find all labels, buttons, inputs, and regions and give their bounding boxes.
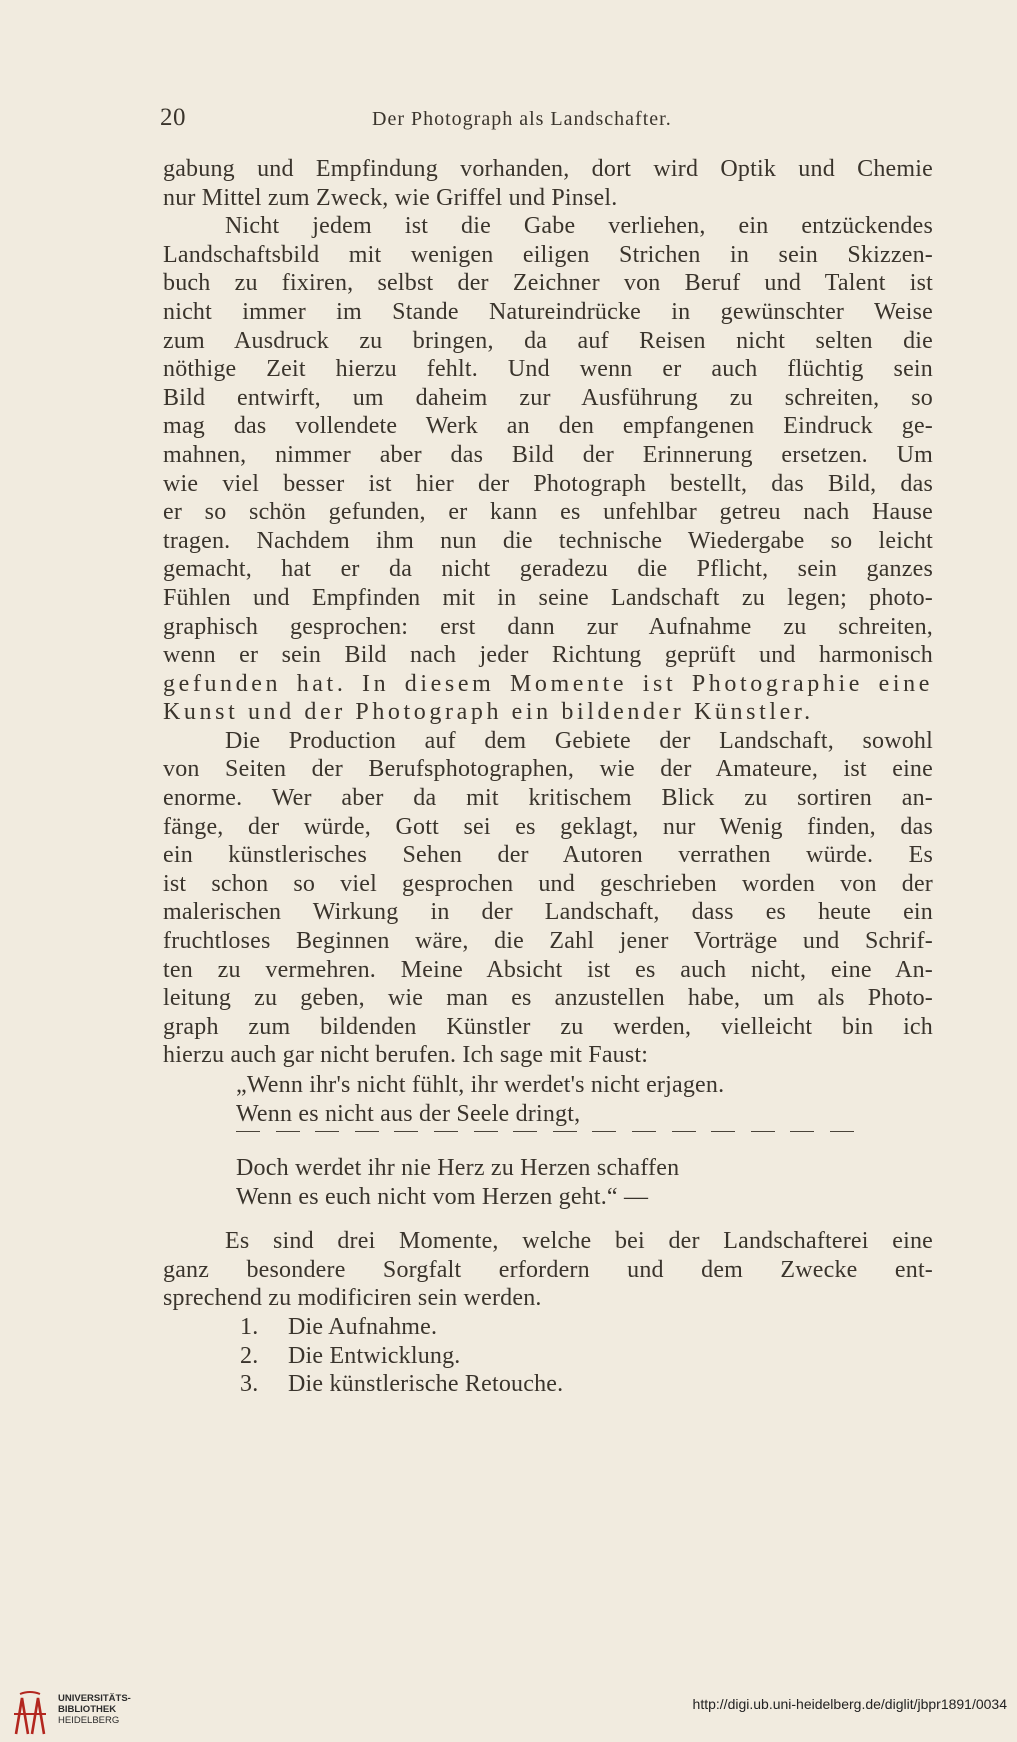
verse-quote-part-1 [236, 1071, 866, 1128]
verse-line: Doch werdet ihr nie Herz zu Herzen schaffen [236, 1155, 680, 1181]
numbered-list [240, 1313, 740, 1399]
list-item-text: Die Aufnahme. [288, 1314, 438, 1340]
dash [592, 1131, 616, 1137]
dash [830, 1131, 854, 1137]
dash [236, 1131, 260, 1137]
dash [711, 1131, 735, 1137]
list-item-text: Die künstlerische Retouche. [288, 1371, 564, 1398]
text-line: mahnen, nimmer aber das Bild der Erinnerung ersetzen. Um [163, 441, 933, 468]
library-name-line: BIBLIOTHEK [58, 1704, 117, 1715]
verse-quote-part-2 [236, 1154, 866, 1211]
text-line: ein künstlerisches Sehen der Autoren verrathen würde. Es [163, 842, 933, 869]
dash [751, 1131, 775, 1137]
text-line: nöthige Zeit hierzu fehlt. Und wenn er auch flüchtig sein [163, 356, 933, 383]
dash [553, 1131, 577, 1137]
text-line: enorme. Wer aber da mit kritischem Blick zu sortiren an- [163, 785, 933, 812]
text-line-emphasis: gefunden hat. In diesem Momente ist Photographie eine [163, 670, 933, 697]
text-line: hierzu auch gar nicht berufen. Ich sage mit Faust: [163, 1042, 649, 1069]
text-line: Bild entwirft, um daheim zur Ausführung zu schreiten, so [163, 384, 933, 411]
text-line: tragen. Nachdem ihm nun die technische Wiedergabe so leicht [163, 527, 933, 554]
permalink-url[interactable]: http://digi.ub.uni-heidelberg.de/diglit/jbpr1891/0034 [692, 1696, 1007, 1712]
text-line: ten zu vermehren. Meine Absicht ist es auch nicht, eine An- [163, 956, 933, 983]
paragraph-block-1 [163, 155, 933, 1070]
text-line: wenn er sein Bild nach jeder Richtung geprüft und harmonisch [163, 642, 933, 669]
dash [672, 1131, 696, 1137]
dash [394, 1131, 418, 1137]
text-line: fänge, der würde, Gott sei es geklagt, nur Wenig finden, das [163, 813, 933, 840]
text-line: er so schön gefunden, er kann es unfehlbar getreu nach Hause [163, 499, 933, 526]
text-line: graph zum bildenden Künstler zu werden, vielleicht bin ich [163, 1013, 933, 1040]
text-line: gemacht, hat er da nicht geradezu die Pflicht, sein ganzes [163, 556, 933, 583]
library-name-line: HEIDELBERG [58, 1715, 120, 1726]
list-item [240, 1313, 740, 1342]
dash [790, 1131, 814, 1137]
list-item [240, 1370, 740, 1399]
text-line: buch zu fixiren, selbst der Zeichner von Beruf und Talent ist [163, 270, 933, 297]
text-line: graphisch gesprochen: erst dann zur Aufnahme zu schreiten, [163, 613, 933, 640]
text-line: Die Production auf dem Gebiete der Landschaft, sowohl [225, 727, 933, 754]
text-line: von Seiten der Berufsphotographen, wie der Amateure, ist eine [163, 756, 933, 783]
text-line: ganz besondere Sorgfalt erfordern und dem Zwecke ent- [163, 1256, 933, 1283]
list-item [240, 1342, 740, 1371]
library-name-line: UNIVERSITÄTS- [58, 1693, 131, 1704]
digitization-footer [0, 1684, 1017, 1742]
dash [434, 1131, 458, 1137]
verse-omission-dashes [236, 1131, 854, 1137]
text-line: zum Ausdruck zu bringen, da auf Reisen nicht selten die [163, 327, 933, 354]
text-line: mag das vollendete Werk an den empfangenen Eindruck ge- [163, 413, 933, 440]
running-title: Der Photograph als Landschafter. [372, 108, 672, 130]
text-line: leitung zu geben, wie man es anzustellen habe, um als Photo- [163, 985, 933, 1012]
text-line: Fühlen und Empfinden mit in seine Landschaft zu legen; photo- [163, 584, 933, 611]
dash [474, 1131, 498, 1137]
text-line: nicht immer im Stande Natureindrücke in gewünschter Weise [163, 298, 933, 325]
text-line: malerischen Wirkung in der Landschaft, dass es heute ein [163, 899, 933, 926]
dash [315, 1131, 339, 1137]
library-name [58, 1693, 131, 1726]
dash [513, 1131, 537, 1137]
text-line: gabung und Empfindung vorhanden, dort wird Optik und Chemie [163, 156, 933, 182]
text-line: Nicht jedem ist die Gabe verliehen, ein entzückendes [225, 213, 933, 240]
text-line: nur Mittel zum Zweck, wie Griffel und Pinsel. [163, 184, 618, 211]
list-item-number: 1. [240, 1314, 259, 1340]
text-line: sprechend zu modificiren sein werden. [163, 1285, 542, 1312]
text-line-emphasis: Kunst und der Photograph ein bildender Künstler. [163, 699, 814, 726]
dash [355, 1131, 379, 1137]
text-line: Es sind drei Momente, welche bei der Landschafterei eine [225, 1228, 933, 1254]
library-logo-icon [10, 1690, 50, 1738]
dash [632, 1131, 656, 1137]
text-line: wie viel besser ist hier der Photograph bestellt, das Bild, das [163, 470, 933, 497]
verse-line: „Wenn ihr's nicht fühlt, ihr werdet's nicht erjagen. [236, 1072, 725, 1098]
list-item-text: Die Entwicklung. [288, 1342, 461, 1369]
text-line: fruchtloses Beginnen wäre, die Zahl jener Vorträge und Schrif- [163, 928, 933, 955]
page-header [160, 104, 930, 140]
list-item-number: 2. [240, 1342, 259, 1369]
paragraph-block-2 [163, 1227, 933, 1313]
verse-line: Wenn es nicht aus der Seele dringt, [236, 1100, 581, 1127]
text-line: ist schon so viel gesprochen und geschrieben worden von der [163, 870, 933, 897]
page-number: 20 [160, 104, 186, 131]
text-line: Landschaftsbild mit wenigen eiligen Strichen in sein Skizzen- [163, 241, 933, 268]
list-item-number: 3. [240, 1371, 259, 1398]
dash [276, 1131, 300, 1137]
verse-line: Wenn es euch nicht vom Herzen geht.“ — [236, 1183, 649, 1210]
